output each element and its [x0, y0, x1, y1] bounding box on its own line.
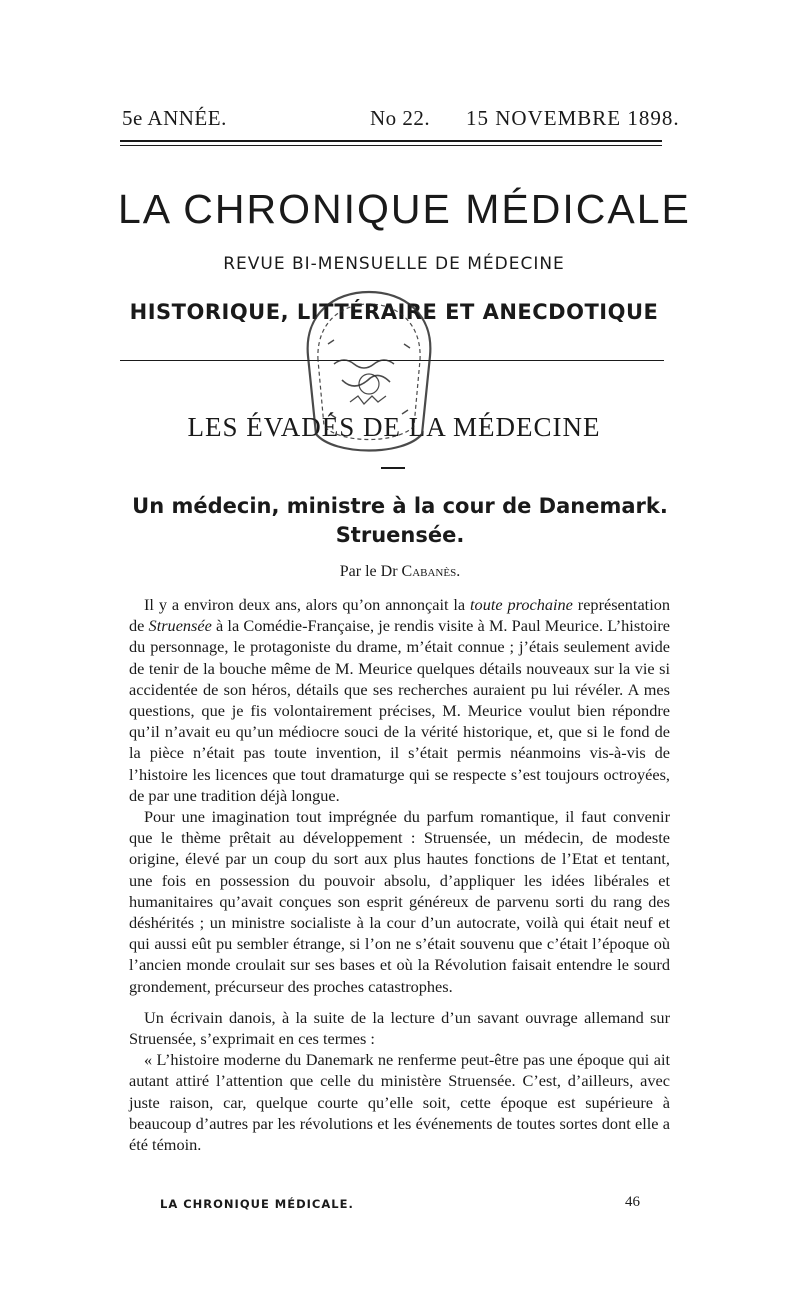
paragraph [129, 594, 670, 806]
byline-author: Cabanès. [401, 563, 461, 580]
article-body [129, 594, 670, 1155]
issue-number: No 22. [370, 106, 431, 130]
article-title: Un médecin, ministre à la cour de Danemark. [132, 494, 668, 518]
italic-run: toute prochaine [470, 595, 573, 614]
header-double-rule [120, 140, 662, 146]
italic-run: Struensée [148, 616, 212, 636]
article-byline [100, 563, 700, 581]
journal-subtitle-2: HISTORIQUE, LITTÉRAIRE ET ANECDOTIQUE [129, 300, 659, 324]
library-stamp-icon [294, 284, 444, 464]
journal-subtitle: REVUE BI-MENSUELLE DE MÉDECINE [223, 254, 565, 274]
issue-date: 15 NOVEMBRE 1898. [466, 106, 680, 130]
text-run: Un écrivain danois, à la suite de la lecture d’un savant ouvrage allemand sur Struensée, s’exprimait en ces termes : [129, 1007, 670, 1049]
paragraph [129, 1049, 670, 1155]
issue-volume: 5e ANNÉE. [122, 106, 227, 130]
journal-title: LA CHRONIQUE MÉDICALE [118, 186, 691, 232]
text-run: Il y a environ deux ans, alors qu’on annonçait la [144, 595, 471, 614]
text-run: représentation de [129, 595, 670, 636]
text-run: « L’histoire moderne du Danemark ne renferme peut-être pas une époque qui ait autant attiré l’attention que celle du ministère Struensée. C’est, d’ailleurs, avec juste raison, car, quelque courte qu’elle soit, cette époque est supérieure à beaucoup d’autres par les révolutions et les événements de toutes sortes dont elle a été témoin. [129, 1050, 670, 1155]
page-footer [160, 1196, 640, 1212]
section-dash [381, 467, 405, 469]
text-run: Pour une imagination tout imprégnée du parfum romantique, il faut convenir que le thème prêtait au développement : Struensée, un médecin, de modeste origine, élevé par un coup du sort aux plus hautes fonctions de l’Etat et tentant, une fois en possession du pouvoir absolu, d’appliquer les idées libérales et humanitaires qu’avait conçues son esprit généreux de parvenu sorti du rang des déshérités ; un ministre socialiste à la cour d’un autocrate, voilà qui était neuf et qui aussi eût pu sembler étrange, si l’on ne s’était souvenu que c’était l’époque où l’ancien monde croulait sur ses bases et où la Révolution faisait entendre le sourd grondement, précurseur des proches catastrophes. [129, 807, 670, 996]
byline-prefix: Par le Dr [339, 563, 398, 580]
text-run: à la Comédie-Française, je rendis visite à M. Paul Meurice. L’histoire du personnage, le protagoniste du drame, m’était connue ; j’étais seulement avide de tenir de la bouche même de M. Meurice quelques détails nouveaux sur la vie si accidentée de son héros, détails que ses recherches auraient pu lui révéler. A mes questions, que je fis volontairement précises, M. Meurice voulut bien répondre qu’il n’avait eu qu’un médiocre souci de la vérité historique, et, que si le fond de la pièce n’était pas toute invention, il s’était permis néanmoins vis-à-vis de l’histoire les licences que tout dramaturge qui se respecte s’est toujours octroyées, de par une tradition déjà longue. [129, 616, 670, 805]
article-subtitle: Struensée. [335, 523, 465, 547]
paragraph [129, 806, 670, 997]
section-heading: LES ÉVADÉS DE LA MÉDECINE [187, 412, 601, 442]
page-number: 46 [625, 1194, 640, 1210]
footer-journal-title: LA CHRONIQUE MÉDICALE. [160, 1197, 354, 1211]
paragraph [129, 1007, 670, 1049]
